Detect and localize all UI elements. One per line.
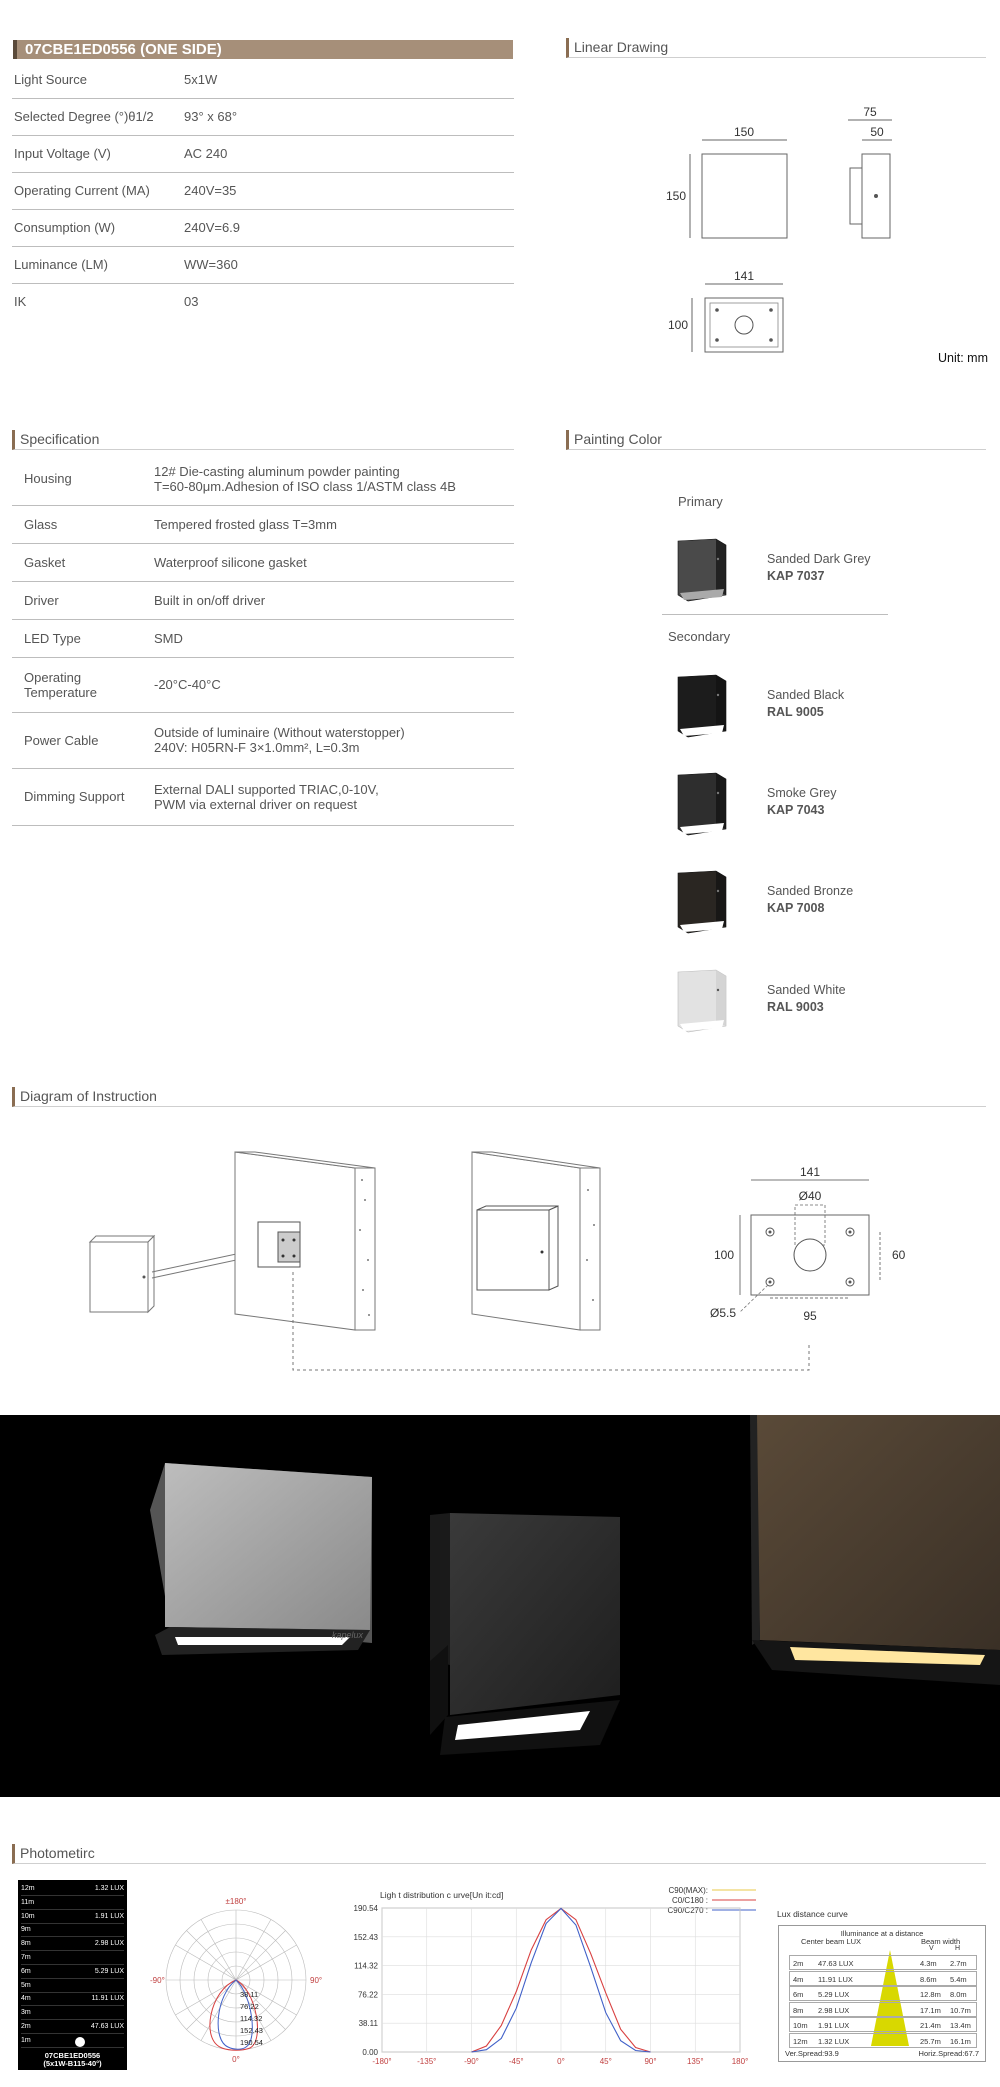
lux-row (21, 1952, 124, 1965)
specification-row (12, 619, 514, 657)
illum-row (789, 1986, 977, 2001)
photometric-title: Photometirc (12, 1844, 986, 1864)
color-name: Sanded White (767, 983, 846, 997)
mount-screw-dim: Ø5.5 (709, 1306, 737, 1320)
specification-row (12, 453, 514, 505)
polar-chart (150, 1890, 330, 2080)
specification-row (12, 543, 514, 581)
specification-value-line1: Tempered frosted glass T=3mm (154, 516, 337, 532)
illum-distance: 10m (793, 2021, 808, 2030)
illum-distance: 4m (793, 1974, 804, 1984)
spec-label: Operating Current (MA) (14, 183, 150, 198)
beam-v-label: V (929, 1945, 934, 1952)
specification-value-line1: Waterproof silicone gasket (154, 554, 307, 570)
color-name: Smoke Grey (767, 786, 837, 800)
polar-ring-label: 76.22 (240, 2002, 259, 2011)
specification-value (152, 505, 514, 543)
color-code: RAL 9003 (767, 1000, 824, 1014)
specification-value (152, 619, 514, 657)
specification-value (152, 543, 514, 581)
product-spec-row (12, 209, 514, 246)
illum-row (789, 2017, 977, 2032)
light-distribution-chart (340, 1880, 770, 2075)
color-code: KAP 7008 (767, 901, 825, 915)
lux-distance: 1m (21, 2036, 31, 2044)
product-title: 07CBE1ED0556 (ONE SIDE) (13, 40, 513, 59)
specification-label-line1: LED Type (24, 630, 81, 646)
illum-row (789, 2033, 977, 2048)
lux-value: 1.91 LUX (94, 1912, 124, 1920)
specification-value (152, 657, 514, 712)
fixture-detached (90, 1236, 255, 1312)
illum-v: 12.8m (920, 1990, 941, 1999)
lux-distance: 4m (21, 1995, 31, 2003)
polar-right-label: 90° (310, 1976, 323, 1985)
specification-label-line1: Gasket (24, 554, 66, 570)
illum-v: 4.3m (920, 1959, 937, 1968)
mount-hole-dim: Ø40 (798, 1189, 822, 1203)
illum-lux: 1.32 LUX (818, 2036, 850, 2046)
center-beam-label: Center beam LUX (801, 1937, 862, 1946)
product-spec-row (12, 172, 514, 209)
specification-value-line2: PWM via external driver on request (154, 796, 358, 812)
specification-label (12, 581, 152, 619)
beam-h-label: H (955, 1945, 961, 1952)
ldc-x-tick: -135° (417, 2057, 437, 2066)
product-spec-row (12, 135, 514, 172)
illum-lux: 5.29 LUX (818, 1990, 850, 1999)
unit-label: Unit: mm (938, 351, 988, 365)
illum-h: 10.7m (950, 2005, 971, 2015)
illum-row (789, 2002, 977, 2017)
lux-value: 1.32 LUX (94, 1885, 124, 1892)
ldc-y-tick: 114.32 (354, 1961, 378, 1971)
illum-v: 25.7m (920, 2036, 941, 2046)
specification-value-line1: -20°C-40°C (154, 677, 221, 692)
lux-row (21, 1938, 124, 1951)
illum-title: Illuminance at a distance (840, 1929, 924, 1938)
spec-value: AC 240 (184, 146, 228, 161)
lux-curve-title: Lux distance curve (777, 1909, 848, 1919)
lux-row (21, 1924, 124, 1937)
color-code: KAP 7043 (767, 803, 825, 817)
lux-row (21, 1883, 124, 1896)
lux-model2: (5x1W-B115-40°) (43, 2059, 102, 2068)
specification-value-line1: 12# Die-casting aluminum powder painting (154, 463, 400, 479)
color-swatch (672, 869, 734, 935)
linear-drawing (660, 100, 990, 370)
spec-value: WW=360 (184, 257, 238, 272)
lux-row (21, 1980, 124, 1993)
lux-row (21, 1993, 124, 2006)
lux-row (21, 1911, 124, 1924)
product-spec-row (12, 246, 514, 283)
color-swatch (672, 771, 734, 837)
mount-bottom-dim: 95 (803, 1309, 817, 1323)
ldc-x-tick: -180° (372, 2057, 392, 2066)
illum-v: 8.6m (920, 1974, 937, 1984)
illum-distance: 2m (793, 1959, 804, 1968)
front-height-dim: 150 (665, 189, 687, 203)
specification-row (12, 505, 514, 543)
specification-value-line2: T=60-80μm.Adhesion of ISO class 1/ASTM class 4B (154, 478, 456, 494)
ver-spread: Ver.Spread:93.9 (785, 2049, 839, 2058)
ldc-x-tick: 0° (557, 2057, 565, 2066)
ldc-title: Ligh t distribution c urve[Un it:cd] (380, 1890, 504, 1900)
specification-label (12, 543, 152, 581)
spec-label: Light Source (14, 71, 87, 87)
ldc-y-tick: 152.43 (353, 1932, 378, 1942)
spec-value: 240V=35 (184, 183, 237, 198)
specification-value-line1: SMD (154, 630, 183, 646)
color-swatch-label (767, 551, 871, 585)
illum-h: 16.1m (950, 2036, 971, 2046)
color-swatch (672, 537, 734, 603)
product-spec-row (12, 283, 514, 320)
ldc-x-tick: 45° (599, 2057, 612, 2066)
lux-distance: 8m (21, 1940, 31, 1948)
ldc-y-tick: 0.00 (362, 2048, 378, 2057)
specification-label (12, 505, 152, 543)
lux-distance: 10m (21, 1912, 35, 1920)
specification-value-line1: External DALI supported TRIAC,0-10V, (154, 781, 379, 797)
lux-model: 07CBE1ED0556 (44, 2051, 101, 2060)
product-photo (0, 1415, 1000, 1797)
linear-drawing-title: Linear Drawing (566, 38, 986, 58)
instruction-title: Diagram of Instruction (12, 1087, 986, 1107)
product-spec-row (12, 98, 514, 135)
mount-height-dim: 100 (713, 1248, 735, 1262)
specification-label (12, 768, 152, 825)
specification-row (12, 768, 514, 825)
horiz-spread: Horiz.Spread:67.7 (918, 2049, 979, 2058)
specification-row (12, 712, 514, 768)
ldc-x-tick: -90° (464, 2057, 479, 2066)
ldc-y-tick: 38.11 (358, 2019, 378, 2029)
wall-with-fixture (472, 1152, 600, 1330)
specification-value-line1: Outside of luminaire (Without waterstopper) (154, 725, 405, 740)
illuminance-panel (778, 1925, 986, 2062)
color-swatch-label (767, 785, 836, 819)
illum-row (789, 1971, 977, 1986)
ldc-x-tick: -45° (508, 2057, 524, 2066)
lux-value: 5.29 LUX (94, 1967, 124, 1975)
specification-label (12, 712, 152, 768)
illum-lux: 47.63 LUX (818, 1959, 854, 1968)
specification-row (12, 581, 514, 619)
mount-width-dim: 141 (799, 1165, 821, 1179)
illum-distance: 12m (793, 2036, 808, 2046)
primary-label: Primary (678, 494, 723, 509)
specification-value (152, 712, 514, 768)
spec-value: 03 (184, 294, 199, 310)
color-name: Sanded Black (767, 688, 845, 702)
spec-label: Luminance (LM) (14, 257, 108, 272)
spec-value: 240V=6.9 (184, 220, 241, 235)
lux-value: 2.98 LUX (94, 1940, 124, 1948)
specification-table (12, 453, 514, 826)
lux-distance: 9m (21, 1926, 31, 1934)
spec-value: 5x1W (184, 71, 218, 87)
specification-label-line1: Dimming Support (24, 789, 125, 804)
illum-h: 13.4m (950, 2021, 971, 2030)
brand-logo: kapelux (332, 1630, 364, 1640)
side-depth-top-dim: 75 (863, 105, 877, 119)
ldc-x-tick: 135° (686, 2057, 704, 2066)
illum-v: 17.1m (920, 2005, 941, 2015)
color-code: KAP 7037 (767, 569, 825, 583)
instruction-diagram (80, 1140, 940, 1380)
ldc-y-tick: 76.22 (357, 1990, 378, 2000)
ldc-legend-label: C90(MAX): (668, 1886, 708, 1895)
color-name: Sanded Dark Grey (767, 552, 871, 566)
primary-divider (662, 614, 888, 615)
specification-label-line1: Glass (24, 516, 58, 532)
color-swatch (672, 673, 734, 739)
illum-lux: 11.91 LUX (818, 1974, 853, 1984)
lux-row (21, 1897, 124, 1910)
spec-label: Consumption (W) (14, 220, 116, 235)
illum-distance: 6m (793, 1990, 804, 1999)
spec-value: 93° x 68° (184, 109, 238, 124)
color-swatch-label (767, 687, 844, 721)
specification-value (152, 581, 514, 619)
spec-label: Selected Degree (°)θ1/2 (14, 109, 154, 124)
polar-top-label: ±180° (225, 1897, 247, 1906)
polar-ring-label: 38.11 (240, 1990, 259, 1999)
specification-label-line1: Driver (24, 592, 59, 608)
illum-h: 2.7m (950, 1959, 967, 1968)
specification-label-line2: Temperature (24, 684, 97, 700)
specification-label-line1: Power Cable (24, 732, 99, 748)
lux-column-chart (18, 1880, 127, 2070)
illum-row (789, 1955, 977, 1970)
specification-value (152, 453, 514, 505)
lux-distance: 2m (21, 2023, 31, 2030)
illum-lux: 2.98 LUX (818, 2005, 850, 2015)
specification-value-line1: Built in on/off driver (154, 592, 266, 608)
ldc-y-tick: 190.54 (353, 1904, 378, 1913)
lux-value: 11.91 LUX (91, 1995, 124, 2003)
beam-width-label: Beam width (921, 1937, 961, 1946)
illum-h: 5.4m (950, 1974, 967, 1984)
lux-distance: 5m (21, 1981, 31, 1989)
specification-value-line2: 240V: H05RN-F 3×1.0mm², L=0.3m (154, 740, 360, 755)
polar-ring-label: 190.54 (240, 2038, 263, 2047)
color-swatch (672, 968, 734, 1034)
color-code: RAL 9005 (767, 705, 824, 719)
spec-label: IK (14, 294, 27, 310)
color-swatch-label (767, 883, 853, 917)
lux-row (21, 1966, 124, 1979)
product-photo-render (0, 1415, 1000, 1797)
specification-row (12, 657, 514, 712)
side-depth-dim: 50 (870, 125, 884, 139)
lux-distance: 7m (21, 1954, 31, 1961)
specification-title: Specification (12, 430, 514, 450)
specification-label (12, 657, 152, 712)
secondary-label: Secondary (668, 629, 731, 644)
product-spec-table (12, 61, 514, 320)
mounting-plate-dims (710, 1165, 906, 1323)
lux-value: 47.63 LUX (90, 2023, 124, 2030)
painting-color-title: Painting Color (566, 430, 986, 450)
polar-ring-label: 152.43 (240, 2026, 263, 2035)
lux-distance: 6m (21, 1967, 31, 1975)
illum-lux: 1.91 LUX (818, 2021, 850, 2030)
specification-label (12, 453, 152, 505)
lux-distance: 11m (21, 1898, 35, 1906)
lux-row (21, 2007, 124, 2020)
ldc-x-tick: 180° (731, 2057, 749, 2066)
back-width-dim: 141 (733, 269, 755, 283)
specification-label (12, 619, 152, 657)
specification-value (152, 768, 514, 825)
illum-v: 21.4m (920, 2021, 941, 2030)
front-width-dim: 150 (733, 125, 755, 139)
product-spec-row (12, 61, 514, 98)
polar-left-label: -90° (150, 1976, 165, 1985)
ldc-legend-label: C90/C270 : (667, 1906, 708, 1915)
mount-right-dim: 60 (892, 1248, 906, 1262)
illum-distance: 8m (793, 2005, 804, 2015)
wall-with-bracket (235, 1152, 375, 1330)
polar-ring-label: 114.32 (240, 2014, 263, 2023)
color-swatch-label (767, 982, 846, 1016)
spec-label: Input Voltage (V) (14, 146, 111, 161)
polar-bottom-label: 0° (232, 2055, 240, 2064)
ldc-legend-label: C0/C180 : (671, 1896, 708, 1905)
lux-distance: 3m (21, 2009, 31, 2017)
specification-label-line1: Housing (24, 471, 72, 487)
illum-h: 8.0m (950, 1990, 967, 1999)
specification-label-line1: Operating (24, 669, 82, 685)
back-height-dim: 100 (667, 318, 689, 332)
color-name: Sanded Bronze (767, 884, 854, 898)
lux-distance: 12m (21, 1885, 35, 1892)
ldc-x-tick: 90° (644, 2057, 657, 2066)
